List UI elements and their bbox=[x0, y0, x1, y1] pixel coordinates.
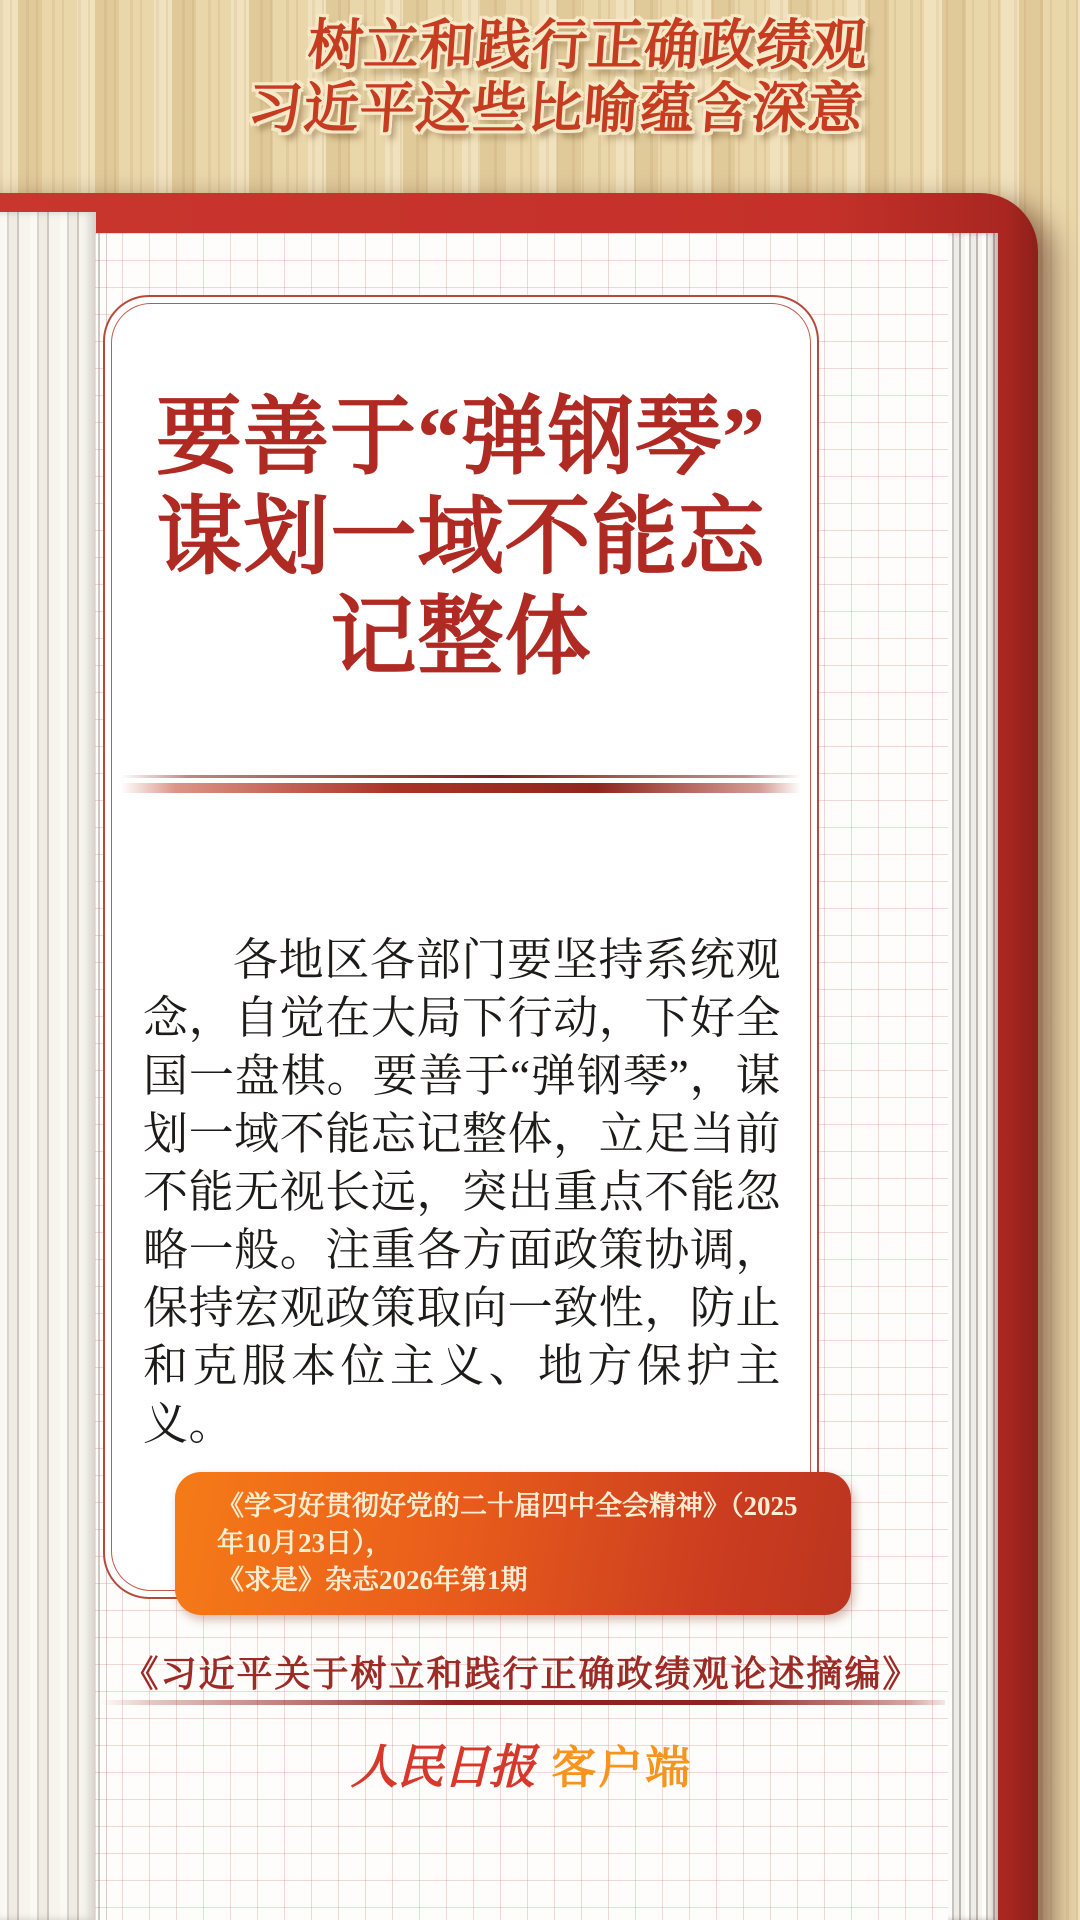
header-calligraphy bbox=[246, 14, 871, 140]
header-line1: 树立和践行正确政绩观 bbox=[306, 15, 871, 76]
page-stack-right bbox=[948, 233, 998, 1920]
source-line2: 《求是》杂志2026年第1期 bbox=[217, 1565, 528, 1595]
title-divider-thick-line bbox=[121, 783, 801, 793]
page-stack-left bbox=[0, 212, 96, 1920]
client-app-label: 客户端 bbox=[551, 1742, 693, 1793]
quote-body-text: 各地区各部门要坚持系统观念，自觉在大局下行动，下好全国一盘棋。要善于“弹钢琴”，谋划一域不能忘记整体，立足当前不能无视长远，突出重点不能忽略一般。注重各方面政策协调，保持宏观政策取向一致性，防止和克服本位主义、地方保护主义。 bbox=[143, 935, 781, 1449]
header-line2: 习近平这些比喻蕴含深意 bbox=[245, 78, 866, 139]
publisher-logo bbox=[95, 1730, 948, 1797]
peoples-daily-logotype: 人民日报 bbox=[350, 1742, 535, 1794]
title-divider bbox=[121, 775, 801, 793]
book-title-caption: 《习近平关于树立和践行正确政绩观论述摘编》 bbox=[122, 1654, 921, 1694]
footer-divider bbox=[100, 1700, 945, 1705]
quote-card bbox=[103, 295, 819, 1599]
card-title bbox=[105, 297, 817, 687]
source-badge bbox=[175, 1472, 851, 1615]
source-line1: 《学习好贯彻好党的二十届四中全会精神》（2025年10月23日）， bbox=[217, 1491, 798, 1558]
card-title-line1: 要善于“弹钢琴” bbox=[156, 389, 766, 485]
title-divider-thin-line bbox=[121, 775, 801, 778]
card-title-line2: 谋划一域不能忘记整体 bbox=[156, 489, 766, 685]
